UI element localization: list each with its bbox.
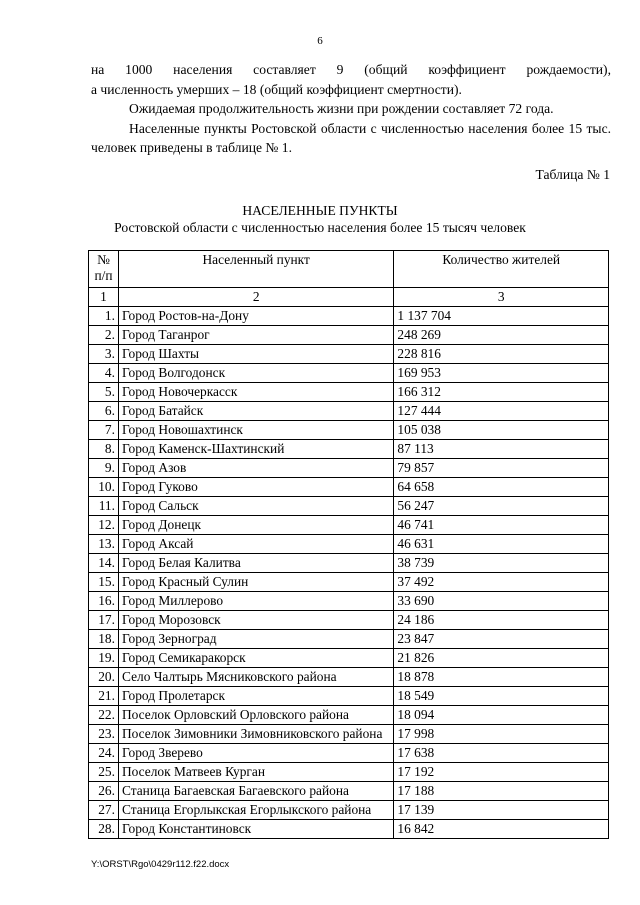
row-number: 25. [89, 763, 119, 782]
population-value: 18 878 [394, 668, 609, 687]
population-value: 64 658 [394, 478, 609, 497]
header-number: № п/п [89, 251, 119, 288]
table-row [89, 687, 609, 706]
row-number: 11. [89, 497, 119, 516]
settlement-name: Город Азов [118, 459, 393, 478]
table-row [89, 630, 609, 649]
settlement-name: Город Таганрог [118, 326, 393, 345]
population-value: 1 137 704 [394, 307, 609, 326]
table-title: НАСЕЛЕННЫЕ ПУНКТЫ [242, 203, 398, 218]
row-number: 19. [89, 649, 119, 668]
row-number: 13. [89, 535, 119, 554]
table-row [89, 706, 609, 725]
population-value: 33 690 [394, 592, 609, 611]
population-value: 56 247 [394, 497, 609, 516]
table-row [89, 725, 609, 744]
row-number: 14. [89, 554, 119, 573]
population-value: 16 842 [394, 820, 609, 839]
table-row [89, 402, 609, 421]
row-number: 23. [89, 725, 119, 744]
table-row [89, 478, 609, 497]
settlement-name: Город Сальск [118, 497, 393, 516]
settlement-name: Город Каменск-Шахтинский [118, 440, 393, 459]
settlement-name: Станица Егорлыкская Егорлыкского района [118, 801, 393, 820]
table-caption [0, 202, 640, 236]
table-row [89, 535, 609, 554]
population-value: 18 549 [394, 687, 609, 706]
index-cell: 1 [89, 288, 119, 307]
table-index-row [89, 288, 609, 307]
row-number: 10. [89, 478, 119, 497]
row-number: 4. [89, 364, 119, 383]
index-cell: 3 [394, 288, 609, 307]
population-value: 46 631 [394, 535, 609, 554]
intro-text [91, 60, 611, 158]
table-row [89, 326, 609, 345]
population-value: 17 139 [394, 801, 609, 820]
settlement-name: Город Пролетарск [118, 687, 393, 706]
settlement-name: Город Белая Калитва [118, 554, 393, 573]
settlement-name: Село Чалтырь Мясниковского района [118, 668, 393, 687]
life-expectancy-paragraph: Ожидаемая продолжительность жизни при рождении составляет 72 года. [129, 101, 554, 117]
table-row [89, 801, 609, 820]
table-row [89, 744, 609, 763]
row-number: 12. [89, 516, 119, 535]
population-value: 17 192 [394, 763, 609, 782]
table-row [89, 649, 609, 668]
population-value: 87 113 [394, 440, 609, 459]
row-number: 15. [89, 573, 119, 592]
row-number: 22. [89, 706, 119, 725]
population-value: 17 998 [394, 725, 609, 744]
settlement-name: Город Ростов-на-Дону [118, 307, 393, 326]
row-number: 8. [89, 440, 119, 459]
settlement-name: Город Зерноград [118, 630, 393, 649]
settlement-name: Город Волгодонск [118, 364, 393, 383]
table-row [89, 592, 609, 611]
settlement-name: Город Батайск [118, 402, 393, 421]
settlement-name: Город Зверево [118, 744, 393, 763]
row-number: 20. [89, 668, 119, 687]
page-number: 6 [317, 35, 323, 47]
table-row [89, 782, 609, 801]
table-row [89, 345, 609, 364]
settlement-name: Город Донецк [118, 516, 393, 535]
population-value: 24 186 [394, 611, 609, 630]
table-row [89, 573, 609, 592]
intro-line-2: а численность умерших – 18 (общий коэффициент смертности). [91, 81, 462, 97]
row-number: 17. [89, 611, 119, 630]
row-number: 21. [89, 687, 119, 706]
population-value: 23 847 [394, 630, 609, 649]
table-row [89, 763, 609, 782]
table-row [89, 820, 609, 839]
header-population: Количество жителей [394, 251, 609, 288]
population-value: 18 094 [394, 706, 609, 725]
population-value: 228 816 [394, 345, 609, 364]
row-number: 16. [89, 592, 119, 611]
row-number: 6. [89, 402, 119, 421]
row-number: 1. [89, 307, 119, 326]
row-number: 9. [89, 459, 119, 478]
table-row [89, 440, 609, 459]
table-subtitle: Ростовской области с численностью населения более 15 тысяч человек [114, 220, 526, 235]
row-number: 7. [89, 421, 119, 440]
table-row [89, 307, 609, 326]
settlement-name: Станица Багаевская Багаевского района [118, 782, 393, 801]
population-value: 46 741 [394, 516, 609, 535]
table-row [89, 668, 609, 687]
table-row [89, 611, 609, 630]
row-number: 2. [89, 326, 119, 345]
row-number: 18. [89, 630, 119, 649]
table-label: Таблица № 1 [535, 167, 610, 182]
settlement-name: Город Новошахтинск [118, 421, 393, 440]
settlement-name: Поселок Орловский Орловского района [118, 706, 393, 725]
row-number: 27. [89, 801, 119, 820]
settlement-name: Город Семикаракорск [118, 649, 393, 668]
settlement-name: Город Константиновск [118, 820, 393, 839]
table-row [89, 364, 609, 383]
intro-line-1: на 1000 населения составляет 9 (общий коэффициент рождаемости), [91, 62, 611, 77]
population-value: 169 953 [394, 364, 609, 383]
row-number: 28. [89, 820, 119, 839]
population-value: 79 857 [394, 459, 609, 478]
settlements-table [88, 250, 609, 839]
table-row [89, 497, 609, 516]
settlement-name: Город Миллерово [118, 592, 393, 611]
population-value: 17 188 [394, 782, 609, 801]
table-header-row [89, 251, 609, 288]
settlement-name: Город Гуково [118, 478, 393, 497]
settlement-name: Поселок Матвеев Курган [118, 763, 393, 782]
row-number: 26. [89, 782, 119, 801]
row-number: 5. [89, 383, 119, 402]
population-value: 105 038 [394, 421, 609, 440]
population-value: 127 444 [394, 402, 609, 421]
settlement-name: Город Морозовск [118, 611, 393, 630]
table-row [89, 554, 609, 573]
table-row [89, 421, 609, 440]
table-row [89, 516, 609, 535]
population-value: 248 269 [394, 326, 609, 345]
index-cell: 2 [118, 288, 393, 307]
settlement-name: Поселок Зимовники Зимовниковского района [118, 725, 393, 744]
settlement-name: Город Новочеркасск [118, 383, 393, 402]
population-value: 21 826 [394, 649, 609, 668]
population-value: 38 739 [394, 554, 609, 573]
settlements-intro-paragraph: Населенные пункты Ростовской области с численностью населения более 15 тыс. человек приведены в таблице № 1. [91, 120, 611, 156]
population-value: 166 312 [394, 383, 609, 402]
row-number: 24. [89, 744, 119, 763]
settlement-name: Город Аксай [118, 535, 393, 554]
table-row [89, 459, 609, 478]
row-number: 3. [89, 345, 119, 364]
footer-file-path: Y:\ORST\Rgo\0429r112.f22.docx [91, 859, 230, 870]
settlement-name: Город Шахты [118, 345, 393, 364]
settlement-name: Город Красный Сулин [118, 573, 393, 592]
header-settlement: Населенный пункт [118, 251, 393, 288]
population-value: 17 638 [394, 744, 609, 763]
table-row [89, 383, 609, 402]
population-value: 37 492 [394, 573, 609, 592]
